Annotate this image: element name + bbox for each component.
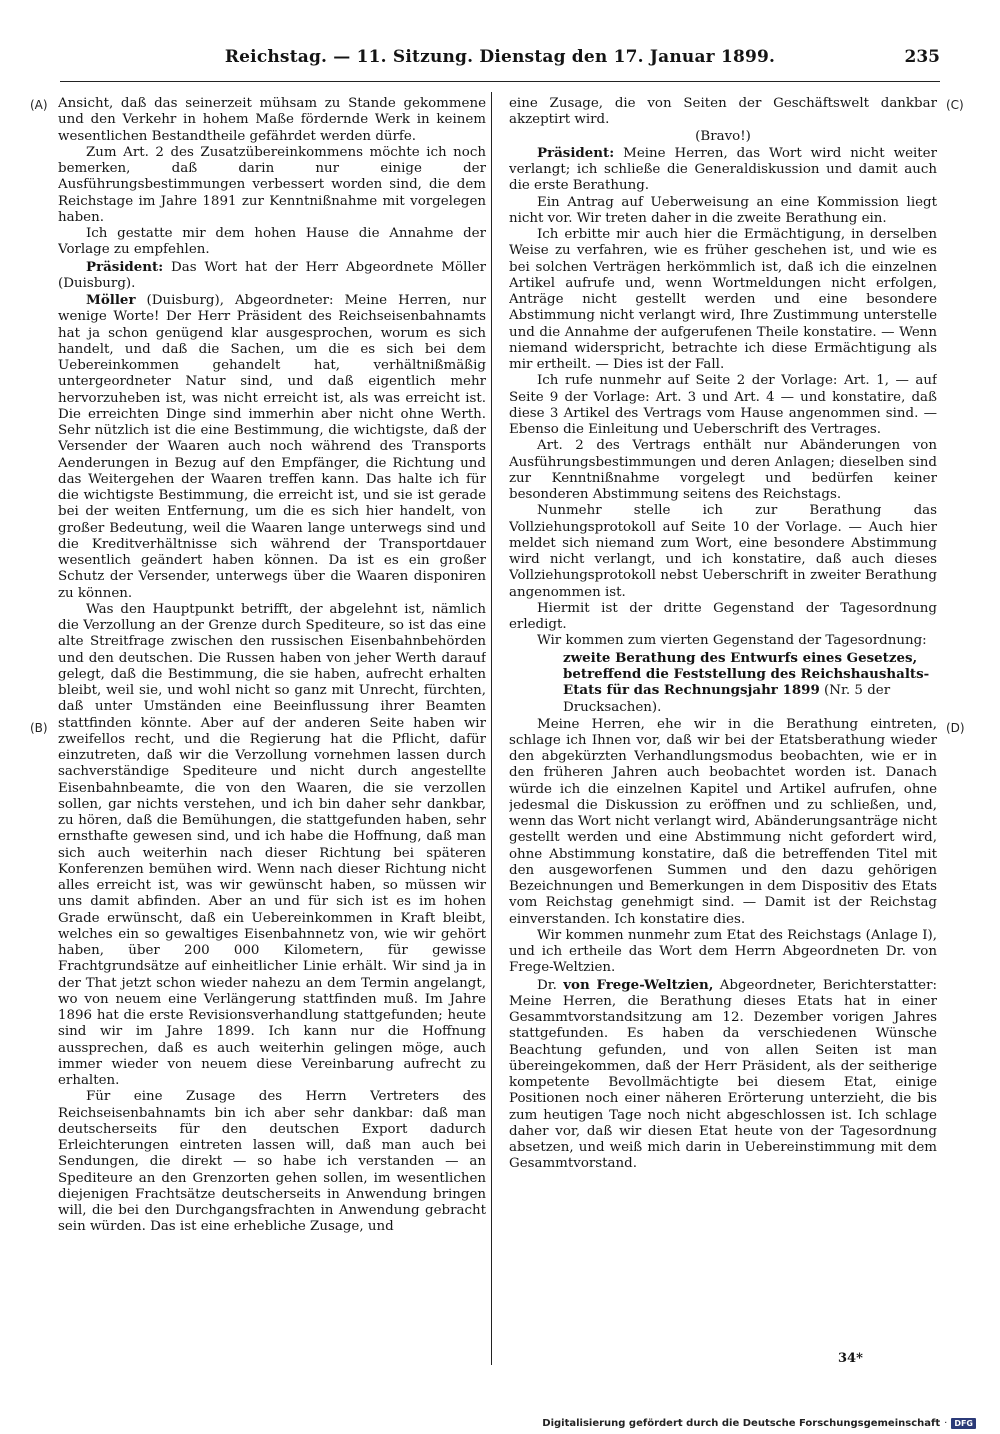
speech-text: Abgeordneter, Berichterstatter: Meine Herren, die Berathung dieses Etats hat in einer Gesammtvorstandsitzung am 12. Dezember vorigen Jahres stattgefunden. Es haben da verschiedenen Wünsche Beachtung gefunden, und von allen Seiten ist man übereingekommen, daß der Herr Präsident, als der seitherige kompetente Bevollmächtigte bei diesem Etat, einige Positionen noch einer näheren Erörterung unterzieht, die bis zum heutigen Tage noch nicht abgeschlossen ist. Ich schlage daher vor, daß wir diesen Etat heute von der Tagesordnung absetzen, und weiß mich darin in Uebereinstimmung mit dem Gesammtvorstand. <box>509 977 937 1172</box>
dfg-logo-icon: DFG <box>951 1418 976 1429</box>
left-column <box>58 96 486 1366</box>
margin-mark-b: (B) <box>30 721 48 735</box>
paragraph-continuation: eine Zusage, die von Seiten der Geschäftswelt dankbar akzeptirt wird. <box>509 96 937 128</box>
paragraph: Ich erbitte mir auch hier die Ermächtigung, in derselben Weise zu verfahren, wie es früher geschehen ist, und wie es bei solchen Verträgen herkömmlich ist, daß ich die einzelnen Artikel aufrufe und, wenn Wortmeldungen nicht erfolgen, Anträge nicht gestellt werden und eine besondere Abstimmung nicht verlangt wird, Ihre Zustimmung unterstelle und die Annahme der aufgerufenen Theile konstatire. — Wenn niemand widerspricht, betrachte ich diese Ermächtigung als mir ertheilt. — Dies ist der Fall. <box>509 227 937 372</box>
paragraph: Nunmehr stelle ich zur Berathung das Vollziehungsprotokoll auf Seite 10 der Vorlage. — Auch hier meldet sich niemand zum Wort, eine besondere Abstimmung wird nicht verlangt, und ich konstatire, daß auch dieses Vollziehungsprotokoll nebst Ueberschrift in zweiter Berathung angenommen ist. <box>509 503 937 600</box>
margin-mark-a: (A) <box>30 98 48 112</box>
speech-text: Meine Herren, das Wort wird nicht weiter verlangt; ich schließe die Generaldiskussion und damit auch die erste Berathung. <box>509 145 937 194</box>
paragraph: Ich rufe nunmehr auf Seite 2 der Vorlage: Art. 1, — auf Seite 9 der Vorlage: Art. 3 und Art. 4 — und konstatire, daß diese 3 Artikel des Vertrags vom Hause angenommen sind. — Ebenso die Einleitung und Ueberschrift des Vertrages. <box>509 373 937 437</box>
agenda-heading <box>563 650 937 717</box>
speaker-name: von Frege-Weltzien, <box>563 976 714 993</box>
column-divider <box>491 92 492 1365</box>
header-title: Reichstag. — 11. Sitzung. Dienstag den 17. Januar 1899. <box>224 47 776 67</box>
paragraph: Ich gestatte mir dem hohen Hause die Annahme der Vorlage zu empfehlen. <box>58 226 486 258</box>
paragraph: Wir kommen zum vierten Gegenstand der Tagesordnung: <box>537 633 927 649</box>
agenda-heading-title: zweite Berathung des Entwurfs eines Gesetzes, betreffend die Feststellung des Reichshaushalts-Etats für das Rechnungsjahr 1899 <box>563 649 930 698</box>
speech-text: Das Wort hat der Herr Abgeordnete Möller (Duisburg). <box>58 259 486 291</box>
paragraph: Art. 2 des Vertrags enthält nur Abänderungen von Ausführungsbestimmungen und deren Anlagen; dieselben sind zur Kenntnißnahme vorgelegt und bedürfen keiner besonderen Abstimmung seitens des Reichstags. <box>509 438 937 502</box>
credit-text: Digitalisierung gefördert durch die Deutsche Forschungsgemeinschaft <box>542 1418 941 1429</box>
speaker-paragraph <box>58 259 486 293</box>
paragraph-continuation: Ansicht, daß das seinerzeit mühsam zu Stande gekommene und den Verkehr in hohem Maße fördernde Werk in keinem wesentlichen Bestandtheile gefährdet werden dürfe. <box>58 96 486 144</box>
paragraph: Für eine Zusage des Herrn Vertreters des Reichseisenbahnamts bin ich aber sehr dankbar: daß man deutscherseits für den deutschen Export dadurch Erleichterungen eintreten lassen will, daß man auch bei Sendungen, die direkt — so habe ich verstanden — an Spediteure an den Grenzorten gehen sollen, im wesentlichen diejenigen Frachtsätze deutscherseits in Anwendung bringen will, die bei den Durchgangsfrachten in Anwendung gebracht sein würden. Das ist eine erhebliche Zusage, und <box>58 1089 486 1235</box>
agenda-heading-reference: (Nr. 5 der Drucksachen). <box>563 683 891 716</box>
speaker-name: Möller <box>86 292 136 308</box>
margin-mark-c: (C) <box>946 98 964 112</box>
paragraph: Zum Art. 2 des Zusatzübereinkommens möchte ich noch bemerken, daß darin nur einige der Ausführungsbestimmungen verbessert worden sind, die dem Reichstage im Jahre 1891 zur Kenntnißnahme mit vorgelegen haben. <box>58 144 486 225</box>
speaker-paragraph <box>509 977 937 1173</box>
paragraph: Ein Antrag auf Ueberweisung an eine Kommission liegt nicht vor. Wir treten daher in die zweite Berathung ein. <box>509 194 937 226</box>
speaker-paragraph <box>509 145 937 195</box>
speaker-title: Dr. <box>537 977 564 993</box>
margin-mark-d: (D) <box>946 721 965 735</box>
paragraph: Hiermit ist der dritte Gegenstand der Tagesordnung erledigt. <box>509 600 937 632</box>
digitization-credit: Digitalisierung gefördert durch die Deutsche Forschungsgemeinschaft · DFG <box>542 1418 976 1429</box>
page-number: 235 <box>904 47 940 67</box>
speech-text: (Duisburg), Abgeordneter: Meine Herren, nur wenige Worte! Der Herr Präsident des Reichseisenbahnamts hat ja schon genügend klar ausgesprochen, worum es sich handelt, und daß die Sachen, um die es sich bei dem Uebereinkommen gehandelt hat, verhältnißmäßig untergeordneter Natur sind, und daß eigentlich mehr hervorzuheben ist, was nicht erreicht ist, als was erreicht ist. Die erreichten Dinge sind immerhin aber nicht ohne Werth. Sehr nützlich ist die eine Bestimmung, die wichtigste, daß der Versender der Waaren auch noch während des Transports Aenderungen in Bezug auf den Empfänger, die Richtung und das Weitergehen der Waaren treffen kann. Das halte ich für die wichtigste Bestimmung, die erreicht ist, und sie ist gerade bei der weiten Entfernung, um die es sich hier handelt, von großer Bedeutung, weil die Waaren lange unterwegs sind und die Kreditverhältnisse sich während der Transportdauer wesentlich geändert haben können. Da ist es ein großer Schutz der Versender, unterwegs über die Waaren disponiren zu können. <box>58 293 486 601</box>
paragraph: Meine Herren, ehe wir in die Berathung eintreten, schlage ich Ihnen vor, daß wir bei der Etatsberathung wieder den abgekürzten Verhandlungsmodus beobachten, wie er in den früheren Jahren auch beobachtet worden ist. Danach würde ich die einzelnen Kapitel und Artikel aufrufen, ohne jedesmal die Diskussion zu eröffnen und zu schließen, und, wenn das Wort nicht verlangt wird, Abänderungsanträge nicht gestellt werden und eine Abstimmung nicht gefordert wird, ohne Abstimmung konstatire, daß die betreffenden Titel mit den ausgeworfenen Summen und den dazu gehörigen Bezeichnungen und Bemerkungen in dem Dispositiv des Etats vom Reichstag genehmigt sind. — Damit ist der Reichstag einverstanden. Ich konstatire dies. <box>509 716 937 927</box>
running-header <box>60 47 940 82</box>
paragraph: Was den Hauptpunkt betrifft, der abgelehnt ist, nämlich die Verzollung an der Grenze durch Spediteure, so ist das eine alte Streitfrage zwischen den russischen Eisenbahnbehörden und den deutschen. Die Russen haben von jeher Werth darauf gelegt, daß die Bestimmung, die sie haben, aufrecht erhalten bleibt, weil sie, und wohl nicht so ganz mit Unrecht, fürchten, daß unter Umständen eine Beeinflussung ihrer Beamten stattfinden könnte. Aber auf der anderen Seite haben wir zweifellos recht, und die Regierung hat die Pflicht, dafür einzutreten, daß wir die Verzollung vornehmen lassen durch sachverständige Spediteure und nicht durch angestellte Eisenbahnbeamte, die von den Waaren, die sie verzollen sollen, gar nichts verstehen, und ich bin daher sehr dankbar, zu hören, daß die Bemühungen, die stattgefunden haben, sehr ernsthafte gewesen sind, und ich habe die Hoffnung, daß man sich auch weiterhin nach dieser Richtung bei späteren Konferenzen bemühen wird. Wenn nach dieser Richtung nicht alles erreicht ist, was wir gewünscht haben, so müssen wir uns damit abfinden. Aber an und für sich ist es im hohen Grade erwünscht, daß ein Uebereinkommen in Kraft bleibt, welches ein so gewaltiges Eisenbahnnetz von, wie wir gehört haben, über 200 000 Kilometern, für gewisse Frachtgrundsätze auf einheitlicher Linie erhält. Wir sind ja in der That jetzt schon wieder nahezu an dem Termin angelangt, wo von neuem eine Verlängerung stattfinden muß. Im Jahre 1896 hat die erste Revisionsverhandlung stattgefunden; heute sind wir im Jahre 1899. Ich kann nur die Hoffnung aussprechen, daß es auch weiterhin gelingen möge, auch immer wieder von neuem diese Vereinbarung aufrecht zu erhalten. <box>58 601 486 1088</box>
paragraph: Wir kommen nunmehr zum Etat des Reichstags (Anlage I), und ich ertheile das Wort dem Herrn Abgeordneten Dr. von Frege-Weltzien. <box>509 927 937 976</box>
speaker-name: Präsident: <box>86 258 164 275</box>
signature-mark: 34* <box>838 1351 863 1366</box>
interjection: (Bravo!) <box>695 128 751 144</box>
right-column <box>509 96 937 1366</box>
speaker-paragraph <box>58 292 486 602</box>
speaker-name: Präsident: <box>537 144 615 161</box>
